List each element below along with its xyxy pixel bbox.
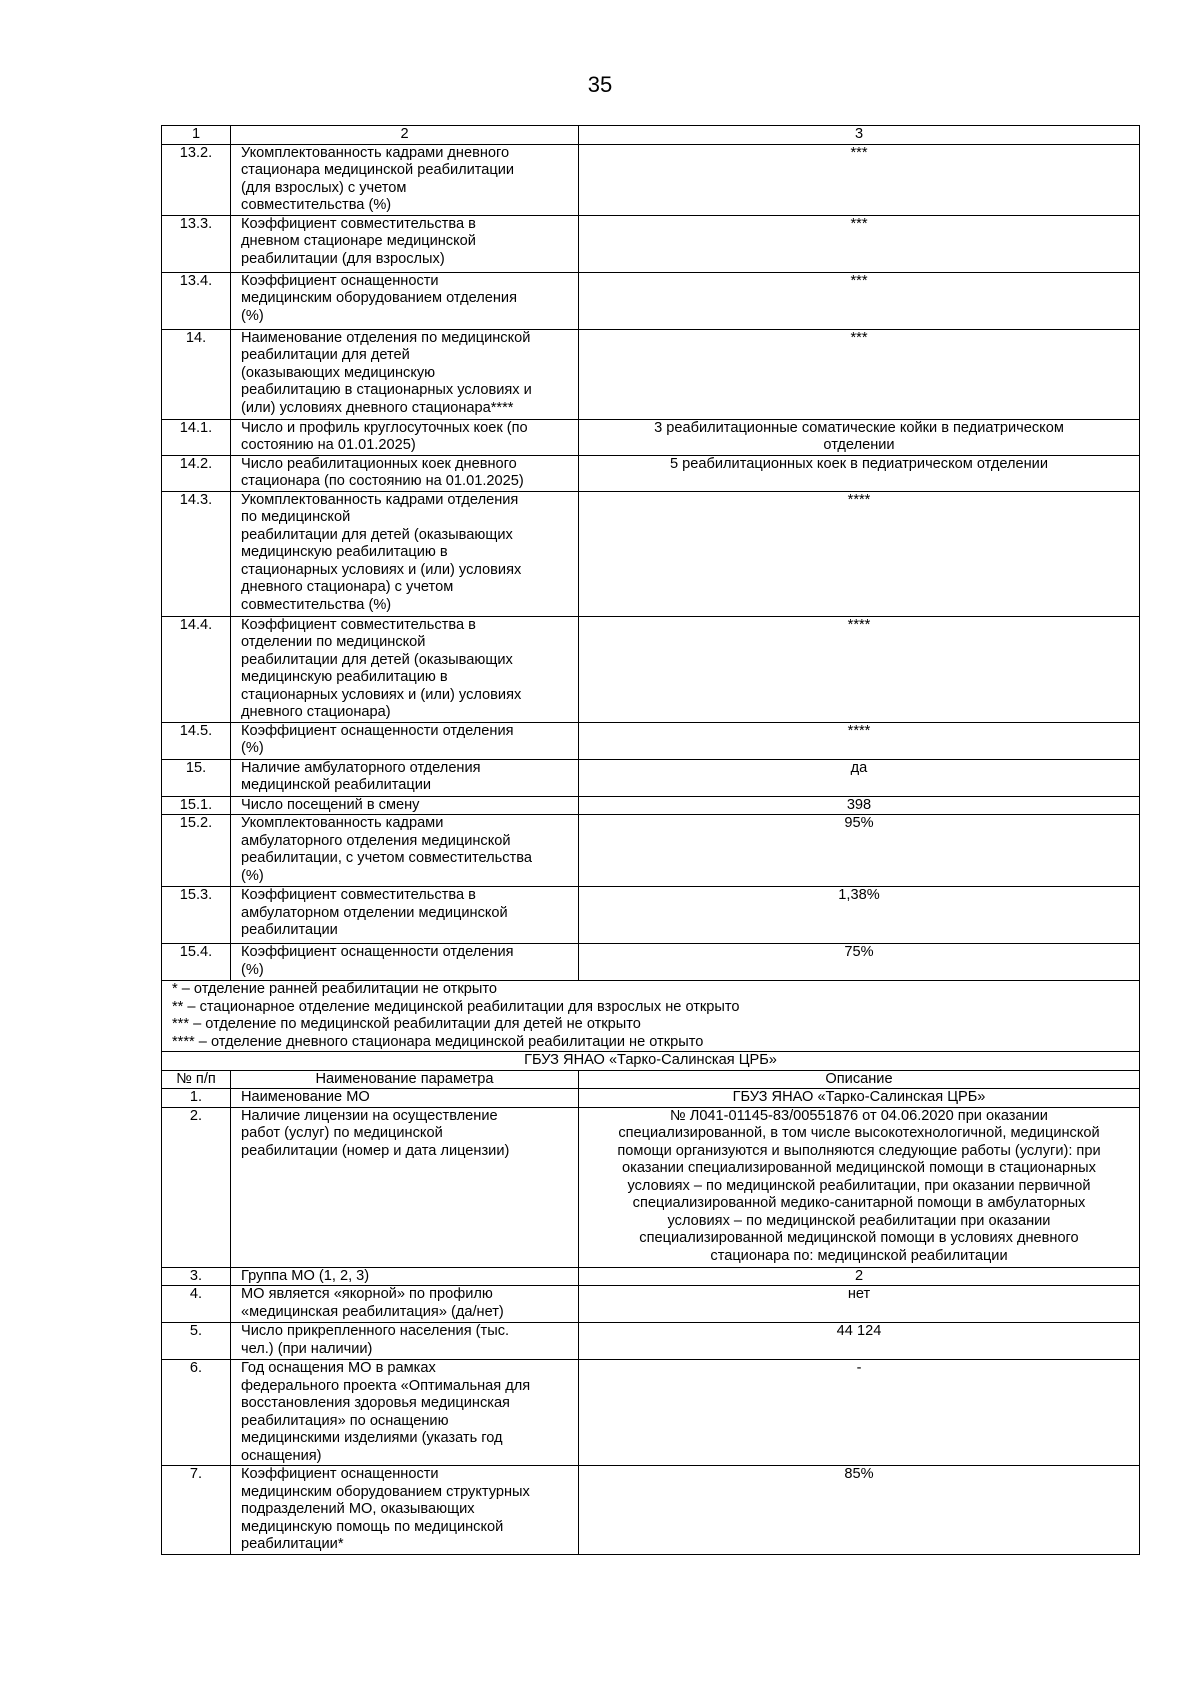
section-title: ГБУЗ ЯНАО «Тарко-Салинская ЦРБ» xyxy=(162,1052,1140,1071)
table-row xyxy=(162,272,1140,329)
table-row xyxy=(162,887,1140,944)
column-number-3: 3 xyxy=(579,126,1140,145)
parameter-name: Укомплектованность кадрами амбулаторного отделения медицинской реабилитации, с учетом совместительства (%) xyxy=(231,815,579,887)
parameter-name: Укомплектованность кадрами дневного стационара медицинской реабилитации (для взрослых) с учетом совместительства (%) xyxy=(231,144,579,215)
parameter-name: МО является «якорной» по профилю «медицинская реабилитация» (да/нет) xyxy=(231,1286,579,1323)
parameter-name: Коэффициент совместительства в отделении по медицинской реабилитации для детей (оказывающих медицинскую реабилитацию в стационарных условиях и (или) условиях дневного стационара) xyxy=(231,616,579,722)
parameter-value: 1,38% xyxy=(579,887,1140,944)
row-number: 13.4. xyxy=(162,272,231,329)
parameter-name: Наличие лицензии на осуществление работ (услуг) по медицинской реабилитации (номер и дата лицензии) xyxy=(231,1107,579,1267)
parameter-name: Число посещений в смену xyxy=(231,796,579,815)
row-number: 15.2. xyxy=(162,815,231,887)
table-row xyxy=(162,455,1140,491)
section-header-row xyxy=(162,1070,1140,1089)
parameter-value: **** xyxy=(579,722,1140,759)
row-number: 15. xyxy=(162,759,231,796)
row-number: 3. xyxy=(162,1267,231,1286)
row-number: 14.5. xyxy=(162,722,231,759)
footnote: **** – отделение дневного стационара медицинской реабилитации не открыто xyxy=(172,1033,704,1050)
footnotes-row xyxy=(162,981,1140,1052)
parameter-value: 44 124 xyxy=(579,1323,1140,1360)
column-number-1: 1 xyxy=(162,126,231,145)
parameter-name: Год оснащения МО в рамках федерального проекта «Оптимальная для восстановления здоровья медицинская реабилитация» по оснащению медицинскими изделиями (указать год оснащения) xyxy=(231,1360,579,1466)
parameter-name: Коэффициент оснащенности медицинским оборудованием структурных подразделений МО, оказывающих медицинскую помощь по медицинской реабилитации* xyxy=(231,1466,579,1555)
table-row xyxy=(162,616,1140,722)
table-body xyxy=(162,126,1140,1555)
table-row xyxy=(162,1107,1140,1267)
parameter-value: да xyxy=(579,759,1140,796)
parameter-value: 75% xyxy=(579,944,1140,981)
parameter-name: Число реабилитационных коек дневного стационара (по состоянию на 01.01.2025) xyxy=(231,455,579,491)
parameter-value: № Л041-01145-83/00551876 от 04.06.2020 при оказании специализированной, в том числе высокотехнологичной, медицинской помощи организуются и выполняются следующие работы (услуги): при оказании специализированной медицинской помощи в стационарных условиях – по медицинской реабилитации, при оказании первичной специализированной медико-санитарной помощи в амбулаторных условиях – по медицинской реабилитации при оказании специализированной медицинской помощи в условиях дневного стационара по: медицинской реабилитации xyxy=(579,1107,1140,1267)
parameter-value: *** xyxy=(579,329,1140,419)
header-number: № п/п xyxy=(162,1070,231,1089)
footnote: ** – стационарное отделение медицинской реабилитации для взрослых не открыто xyxy=(172,998,740,1015)
table-row xyxy=(162,1466,1140,1555)
parameter-value: 85% xyxy=(579,1466,1140,1555)
table-row xyxy=(162,144,1140,215)
row-number: 15.3. xyxy=(162,887,231,944)
table-row xyxy=(162,1267,1140,1286)
parameter-name: Коэффициент оснащенности медицинским оборудованием отделения (%) xyxy=(231,272,579,329)
parameter-value: *** xyxy=(579,272,1140,329)
parameter-value: 3 реабилитационные соматические койки в педиатрическом отделении xyxy=(579,419,1140,455)
table-row xyxy=(162,215,1140,272)
row-number: 14.1. xyxy=(162,419,231,455)
table-row xyxy=(162,1286,1140,1323)
table-row xyxy=(162,1360,1140,1466)
parameter-name: Группа МО (1, 2, 3) xyxy=(231,1267,579,1286)
row-number: 14.2. xyxy=(162,455,231,491)
row-number: 2. xyxy=(162,1107,231,1267)
footnote: * – отделение ранней реабилитации не открыто xyxy=(172,981,497,997)
row-number: 14.4. xyxy=(162,616,231,722)
table-row xyxy=(162,491,1140,616)
parameter-value: нет xyxy=(579,1286,1140,1323)
table-row xyxy=(162,1089,1140,1108)
row-number: 1. xyxy=(162,1089,231,1108)
parameter-value: 95% xyxy=(579,815,1140,887)
parameter-name: Коэффициент оснащенности отделения (%) xyxy=(231,722,579,759)
footnotes xyxy=(162,981,1140,1052)
parameter-value: **** xyxy=(579,491,1140,616)
rehabilitation-table xyxy=(161,125,1140,1555)
parameter-name: Число и профиль круглосуточных коек (по состоянию на 01.01.2025) xyxy=(231,419,579,455)
row-number: 6. xyxy=(162,1360,231,1466)
row-number: 13.2. xyxy=(162,144,231,215)
parameter-name: Укомплектованность кадрами отделения по медицинской реабилитации для детей (оказывающих медицинскую реабилитацию в стационарных условиях и (или) условиях дневного стационара) с учетом совместительства (%) xyxy=(231,491,579,616)
footnote: *** – отделение по медицинской реабилитации для детей не открыто xyxy=(172,1016,641,1032)
parameter-name: Наименование МО xyxy=(231,1089,579,1108)
parameter-value: - xyxy=(579,1360,1140,1466)
parameter-name: Коэффициент оснащенности отделения (%) xyxy=(231,944,579,981)
row-number: 5. xyxy=(162,1323,231,1360)
table-row xyxy=(162,329,1140,419)
row-number: 15.4. xyxy=(162,944,231,981)
row-number: 7. xyxy=(162,1466,231,1555)
page-number: 35 xyxy=(587,72,613,97)
parameter-value: *** xyxy=(579,144,1140,215)
header-description: Описание xyxy=(579,1070,1140,1089)
parameter-name: Коэффициент совместительства в амбулаторном отделении медицинской реабилитации xyxy=(231,887,579,944)
section-title-row xyxy=(162,1052,1140,1071)
row-number: 14. xyxy=(162,329,231,419)
parameter-name: Наименование отделения по медицинской реабилитации для детей (оказывающих медицинскую реабилитацию в стационарных условиях и (или) условиях дневного стационара**** xyxy=(231,329,579,419)
row-number: 4. xyxy=(162,1286,231,1323)
parameter-name: Число прикрепленного населения (тыс. чел.) (при наличии) xyxy=(231,1323,579,1360)
table-row xyxy=(162,759,1140,796)
table-row xyxy=(162,796,1140,815)
parameter-value: 2 xyxy=(579,1267,1140,1286)
table-row xyxy=(162,815,1140,887)
table-row xyxy=(162,944,1140,981)
parameter-value: 5 реабилитационных коек в педиатрическом отделении xyxy=(579,455,1140,491)
table-row xyxy=(162,419,1140,455)
parameter-value: ГБУЗ ЯНАО «Тарко-Салинская ЦРБ» xyxy=(579,1089,1140,1108)
parameter-value: 398 xyxy=(579,796,1140,815)
column-number-row xyxy=(162,126,1140,145)
row-number: 15.1. xyxy=(162,796,231,815)
table-row xyxy=(162,722,1140,759)
table-row xyxy=(162,1323,1140,1360)
header-parameter: Наименование параметра xyxy=(231,1070,579,1089)
row-number: 14.3. xyxy=(162,491,231,616)
parameter-name: Коэффициент совместительства в дневном стационаре медицинской реабилитации (для взрослых) xyxy=(231,215,579,272)
parameter-name: Наличие амбулаторного отделения медицинской реабилитации xyxy=(231,759,579,796)
column-number-2: 2 xyxy=(231,126,579,145)
parameter-value: **** xyxy=(579,616,1140,722)
parameter-value: *** xyxy=(579,215,1140,272)
row-number: 13.3. xyxy=(162,215,231,272)
